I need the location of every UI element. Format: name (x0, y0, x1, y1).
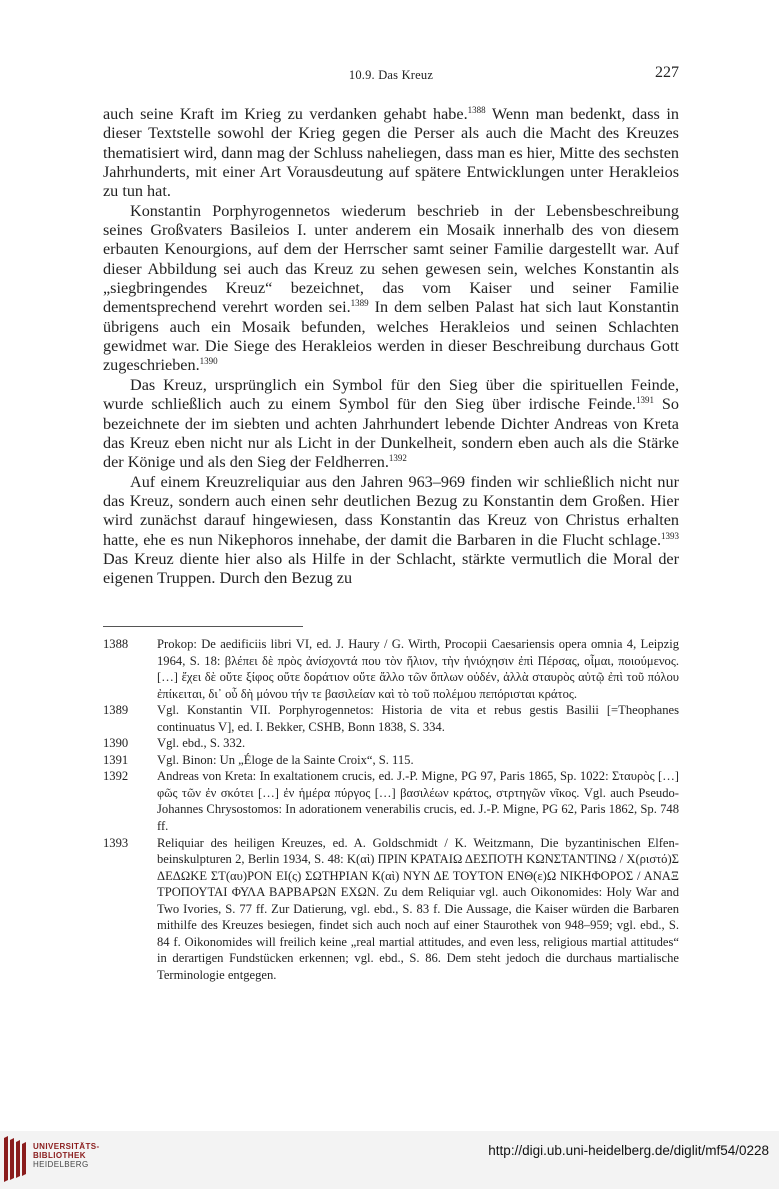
footnote-number: 1388 (103, 637, 129, 651)
text-segment: Das Kreuz diente hier also als Hilfe in der Schlacht, stärkte vermutlich die Moral der eigenen Truppen. Durch den Bezug zu (103, 549, 679, 588)
footnote-text: Vgl. Binon: Un „Éloge de la Sainte Croix“, S. 115. (157, 752, 414, 767)
footnote-text: Vgl. Konstantin VII. Porphyrogennetos: Historia de vita et rebus gestis Basilii [=Theophanes continuatus V], ed. I. Bekker, CSHB, Bonn 1838, S. 334. (157, 703, 679, 734)
page-number: 227 (655, 64, 679, 81)
paragraph-1 (103, 105, 679, 202)
body-text (103, 105, 679, 589)
digitization-url-link[interactable]: http://digi.ub.uni-heidelberg.de/diglit/mf54/0228 (488, 1143, 769, 1158)
footnote-1393 (103, 835, 679, 984)
text-segment: Auf einem Kreuzreliquiar aus den Jahren 963–969 finden wir schließlich nicht nur das Kreuz, sondern auch einen sehr deutlichen Bezug zu Konstantin dem Großen. Hier wird zunächst darauf hingewiesen, dass Konstantin das Kreuz von Christus erhalten hatte, ehe es nun Nikephoros innehabe, der damit die Barbaren in die Flucht schlage. (103, 472, 679, 549)
footnote-text: Prokop: De aedificiis libri VI, ed. J. Haury / G. Wirth, Procopii Caesariensis opera omnia 4, Leipzig 1964, S. 18: βλέπει δὲ πρὸς ἀνίσχοντά που τὸν ἥλιον, τὴν ἡνιόχησιν ἐπὶ Πέρσας, οἶμαι, ποιούμενος. […] ἔχει δὲ οὔτε ξίφος οὔτε δοράτιον οὔτε ἄλλο τῶν ὅπλων οὐδέν, ἀλλὰ σταυρὸς αὐτῷ ἐπὶ τοῦ πόλου ἐπίκειται, δι᾽ οὗ δὴ μόνου τήν τε βασιλείαν καὶ τὸ τοῦ πολέμου πεπόρισται κράτος. (157, 637, 679, 701)
text-segment: Das Kreuz, ursprünglich ein Symbol für den Sieg über die spirituellen Feinde, wurde schließlich auch zu einem Symbol für den Sieg über irdische Feinde. (103, 375, 679, 414)
footnote-ref-1388[interactable]: 1388 (467, 105, 486, 115)
library-name (33, 1142, 100, 1169)
running-head: 10.9. Das Kreuz (348, 68, 434, 82)
text-segment: Konstantin Porphyrogennetos wiederum beschrieb in der Lebensbeschreibung seines Großvaters Basileios I. unter anderem ein Mosaik innerhalb des von diesem erbauten Kenourgions, auf dem der Herrscher samt seiner Familie dargestellt war. Auf dieser Abbildung sei auch das Kreuz zu sehen gewesen sein, welches Konstantin als „siegbringendes Kreuz“ bezeichnet, das vom Kaiser und seiner Familie dementsprechend verehrt worden sei. (103, 201, 679, 317)
text-segment: auch seine Kraft im Krieg zu verdanken gehabt habe. (103, 105, 468, 123)
footnote-text: Vgl. ebd., S. 332. (157, 736, 246, 751)
library-name-line: UNIVERSITÄTS- (33, 1142, 100, 1151)
library-name-line: BIBLIOTHEK (33, 1151, 86, 1160)
footnote-ref-1392[interactable]: 1392 (388, 453, 407, 464)
library-name-line: HEIDELBERG (33, 1160, 89, 1169)
footnote-ref-1389[interactable]: 1389 (350, 298, 369, 309)
footnote-ref-1390[interactable]: 1390 (199, 356, 218, 367)
footnote-number: 1391 (103, 752, 129, 767)
footnote-ref-1391[interactable]: 1391 (635, 395, 654, 406)
footnote-text: Reliquiar des heiligen Kreuzes, ed. A. Goldschmidt / K. Weitzmann, Die byzantinischen Elfenbeinskulpturen 2, Berlin 1934, S. 48: Κ(αὶ) ΠΡΙΝ ΚΡΑΤΑΙΩ ΔΕΣΠΟΤΗ ΚΩΝΣΤΑΝΤΙΝΩ / Χ(ριστό)Σ ΔΕΔΩΚΕ ΣΤ(αυ)ΡΟΝ ΕΙ(ς) ΣΩΤΗΡΙΑΝ Κ(αὶ) ΝΥΝ ΔΕ ΤΟΥΤΟΝ ΕΝΘ(ε)Ω ΝΙΚΗΦΟΡΟΣ / ΑΝΑΞ ΤΡΟΠΟΥΤΑΙ ΦΥΛΑ ΒΑΡΒΑΡΩΝ ΕΧΩΝ. Zu dem Reliquiar vgl. auch Oikonomides: Holy War and Two Ivories, S. 77 ff. Zur Datierung, vgl. ebd., S. 83 f. Die Aussage, die Kaiser würden die Barbaren mithilfe des Kreuzes besiegen, findet sich auch noch auf einer Staurothek von 948–959; vgl. ebd., S. 84 f. Oikonomides will freilich keine „real martial attitudes, and even less, religious martial attitudes“ in derartigen Fundstücken erkennen; vgl. ebd., S. 86. Dem steht jedoch die durchaus martialische Terminologie entgegen. (157, 835, 679, 982)
footnotes (103, 636, 679, 983)
footnote-ref-1393[interactable]: 1393 (661, 530, 679, 541)
footnote-1390 (103, 735, 679, 752)
footnote-1389 (103, 702, 679, 735)
text-segment: In dem selben Palast hat sich laut Konstantin übrigens auch ein Mosaik befunden, welches Herakleios und seinen Schlachten gewidmet war. Die Siege des Herakleios werden in dieser Beschreibung durchaus Gott zugeschrieben. (103, 298, 679, 375)
footnote-number: 1390 (103, 736, 129, 751)
footnote-text: Andreas von Kreta: In exaltationem crucis, ed. J.-P. Migne, PG 97, Paris 1865, Sp. 1022: Σταυρὸς […] φῶς τῶν ἐν σκότει […] ἐν ἡμέρα πύργος […] βασιλέων κράτος, στρτηγῶν νῖκος. Vgl. auch Pseudo-Johannes Chrysostomos: In adorationem venerabilis crucis, ed. J.-P. Migne, PG 62, Paris 1862, Sp. 748 ff. (157, 769, 679, 834)
page-header (103, 64, 679, 86)
paragraph-2 (103, 202, 679, 376)
footnote-separator (103, 626, 303, 627)
digitization-footer (0, 1131, 779, 1189)
footnote-1388 (103, 636, 679, 702)
footnote-number: 1393 (103, 835, 129, 850)
footnote-number: 1392 (103, 769, 129, 784)
footnote-1391 (103, 752, 679, 769)
library-logo-icon (4, 1136, 28, 1182)
text-segment: So bezeichnete der im siebten und achten Jahrhundert lebende Dichter Andreas von Kreta das Kreuz eben nicht nur als Licht in der Dunkelheit, sondern eben auch als die Stärke der Könige und als den Sieg der Feldherren. (103, 395, 679, 472)
paragraph-3 (103, 376, 679, 473)
footnote-1392 (103, 768, 679, 834)
paragraph-4 (103, 473, 679, 589)
text-segment: Wenn man bedenkt, dass in dieser Textstelle sowohl der Krieg gegen die Perser als auch die Macht des Kreuzes thematisiert wird, dann mag der Schluss naheliegen, dass man es hier, Mitte des sechsten Jahrhunderts, mit einer Art Vorausdeutung auf spätere Entwicklungen unter Herakleios zu tun hat. (103, 105, 679, 201)
footnote-number: 1389 (103, 703, 129, 718)
